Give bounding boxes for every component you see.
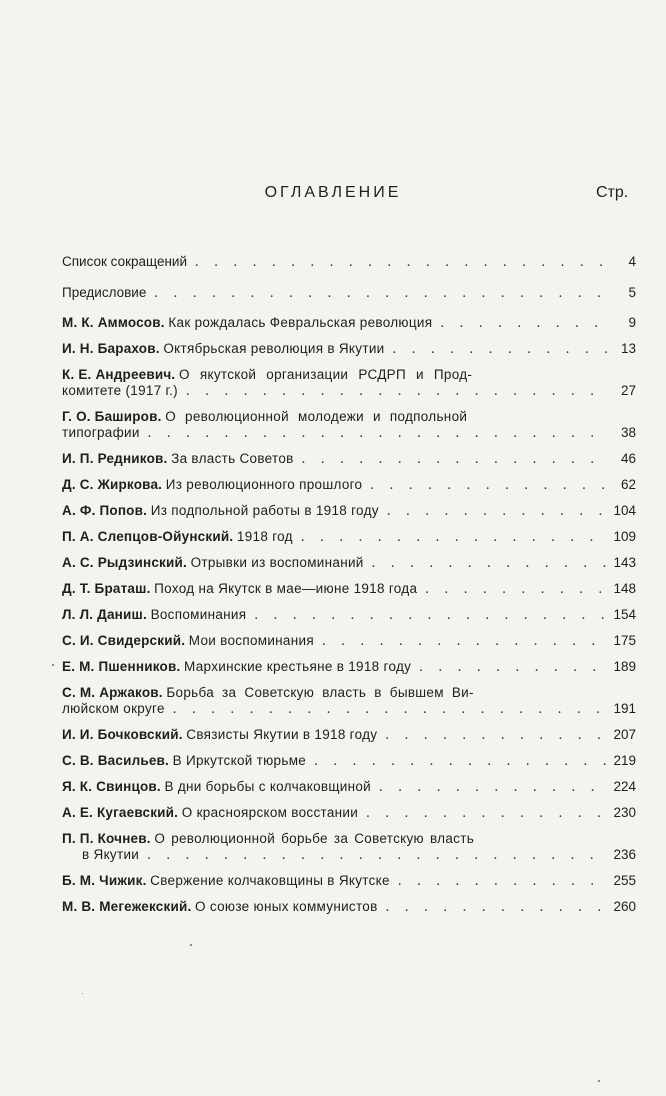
table-of-contents [62, 254, 636, 915]
toc-entry [62, 899, 636, 915]
dot-leader [440, 316, 610, 331]
toc-entry [62, 315, 636, 331]
toc-entry-page: 236 [613, 847, 636, 862]
toc-entry-title: Октябрьская революция в Якутии [163, 341, 385, 356]
toc-entry-title: Мархинские крестьяне в 1918 году [184, 659, 412, 674]
toc-entry-title: Из революционного прошлого [165, 477, 363, 492]
toc-entry-page: 109 [613, 529, 636, 544]
toc-entry-title: Поход на Якутск в мае—июне 1918 года [154, 581, 418, 596]
toc-entry-title: 1918 год [236, 529, 293, 544]
toc-entry [62, 477, 636, 493]
scan-speck [190, 944, 192, 946]
toc-entry [62, 831, 636, 863]
toc-entry-page: 148 [613, 581, 636, 596]
toc-entry-title: Список сокращений [62, 254, 188, 269]
toc-entry [62, 727, 636, 743]
page-column-label: Стр. [596, 184, 629, 201]
toc-entry [62, 805, 636, 821]
dot-leader [385, 728, 607, 743]
dot-leader [419, 660, 607, 675]
toc-entry-author: Е. М. Пшенников. [62, 659, 181, 674]
toc-entry [62, 285, 636, 301]
toc-entry-title: О якутской организации РСДРП и Прод- [179, 367, 473, 382]
toc-entry-page: 143 [613, 555, 636, 570]
toc-entry-author: Я. К. Свинцов. [62, 779, 161, 794]
toc-entry-author: А. С. Рыдзинский. [62, 555, 187, 570]
dot-leader [370, 478, 610, 493]
toc-entry-author: М. В. Мегежекский. [62, 899, 192, 914]
toc-entry-author: Л. Л. Даниш. [62, 607, 147, 622]
toc-entry-author: Г. О. Баширов. [62, 409, 162, 424]
toc-entry [62, 779, 636, 795]
toc-entry-page: 191 [613, 701, 636, 716]
toc-entry-title-continued: в Якутии [82, 847, 140, 862]
toc-entry-title: Связисты Якутии в 1918 году [186, 727, 378, 742]
toc-entry [62, 581, 636, 597]
toc-entry-page: 5 [628, 285, 636, 300]
toc-entry-author: А. Ф. Попов. [62, 503, 148, 518]
dot-leader [386, 900, 608, 915]
toc-entry [62, 341, 636, 357]
dot-leader [173, 702, 608, 717]
dot-leader [254, 608, 607, 623]
toc-entry-author: И. П. Редников. [62, 451, 168, 466]
dot-leader [379, 780, 607, 795]
toc-entry-author: А. Е. Кугаевский. [62, 805, 179, 820]
toc-entry-title: Свержение колчаковщины в Якутске [150, 873, 390, 888]
toc-entry-page: 46 [620, 451, 636, 466]
toc-entry-author: Д. Т. Браташ. [62, 581, 151, 596]
dot-leader [366, 806, 607, 821]
dot-leader [147, 848, 607, 863]
toc-entry-page: 9 [628, 315, 636, 330]
toc-entry-title: Предисловие [62, 285, 147, 300]
toc-entry [62, 555, 636, 571]
dot-leader [301, 530, 608, 545]
scan-speck [52, 664, 54, 666]
toc-entry-page: 207 [613, 727, 636, 742]
toc-entry-author: Б. М. Чижик. [62, 873, 147, 888]
dot-leader [398, 874, 608, 889]
toc-entry-author: Д. С. Жиркова. [62, 477, 163, 492]
toc-entry-title: О союзе юных коммунистов [195, 899, 378, 914]
toc-entry-author: К. Е. Андреевич. [62, 367, 176, 382]
toc-entry-title: За власть Советов [171, 451, 294, 466]
dot-leader [387, 504, 608, 519]
toc-entry-title: Мои воспоминания [188, 633, 314, 648]
dot-leader [302, 452, 610, 467]
toc-entry-title: Борьба за Советскую власть в бывшем Ви- [166, 685, 474, 700]
toc-entry-author: П. А. Слепцов-Ойунский. [62, 529, 234, 544]
toc-entry [62, 753, 636, 769]
toc-entry-author: И. Н. Барахов. [62, 341, 160, 356]
toc-entry-author: И. И. Бочковский. [62, 727, 183, 742]
toc-entry-title: Как рождалась Февральская революция [168, 315, 433, 330]
toc-entry-title-continued: люйском округе [62, 701, 165, 716]
toc-entry-title: О красноярском восстании [181, 805, 359, 820]
toc-entry-title: В Иркутской тюрьме [172, 753, 307, 768]
scan-speck [82, 993, 83, 994]
toc-entry-author: С. И. Свидерский. [62, 633, 186, 648]
toc-entry-page: 175 [613, 633, 636, 648]
toc-entry [62, 529, 636, 545]
toc-entry [62, 685, 636, 717]
toc-entry-page: 189 [613, 659, 636, 674]
dot-leader [425, 582, 607, 597]
toc-entry-page: 219 [613, 753, 636, 768]
toc-entry [62, 367, 636, 399]
dot-leader [322, 634, 608, 649]
toc-entry [62, 503, 636, 519]
toc-entry-title: Из подпольной работы в 1918 году [150, 503, 379, 518]
toc-entry-title: О революционной молодежи и подпольной [165, 409, 468, 424]
toc-entry-page: 4 [628, 254, 636, 269]
toc-entry-title-continued: типографии [62, 425, 140, 440]
toc-entry [62, 633, 636, 649]
toc-entry-page: 260 [613, 899, 636, 914]
toc-entry-page: 62 [620, 477, 636, 492]
dot-leader [393, 342, 610, 357]
toc-entry-page: 27 [620, 383, 636, 398]
toc-entry-title: Воспоминания [150, 607, 247, 622]
toc-entry-title: О революционной борьбе за Советскую власть [154, 831, 475, 846]
dot-leader [154, 286, 610, 301]
dot-leader [195, 255, 610, 270]
toc-entry-page: 13 [620, 341, 636, 356]
page-title: ОГЛАВЛЕНИЕ [264, 184, 402, 201]
dot-leader [314, 754, 607, 769]
dot-leader [186, 384, 610, 399]
toc-entry [62, 607, 636, 623]
toc-entry-page: 230 [613, 805, 636, 820]
toc-entry-author: С. В. Васильев. [62, 753, 169, 768]
dot-leader [148, 426, 610, 441]
toc-entry [62, 409, 636, 441]
toc-entry-page: 38 [620, 425, 636, 440]
toc-entry-author: М. К. Аммосов. [62, 315, 165, 330]
toc-entry-author: П. П. Кочнев. [62, 831, 151, 846]
toc-entry [62, 254, 636, 270]
toc-entry-title-continued: комитете (1917 г.) [62, 383, 178, 398]
toc-entry-title: В дни борьбы с колчаковщиной [164, 779, 371, 794]
scan-speck [598, 1080, 600, 1082]
toc-entry [62, 659, 636, 675]
toc-entry-page: 255 [613, 873, 636, 888]
toc-entry-page: 104 [613, 503, 636, 518]
toc-entry-author: С. М. Аржаков. [62, 685, 163, 700]
toc-entry [62, 873, 636, 889]
toc-entry-page: 224 [613, 779, 636, 794]
toc-entry-page: 154 [613, 607, 636, 622]
toc-entry-title: Отрывки из воспоминаний [190, 555, 364, 570]
toc-entry [62, 451, 636, 467]
dot-leader [372, 556, 608, 571]
